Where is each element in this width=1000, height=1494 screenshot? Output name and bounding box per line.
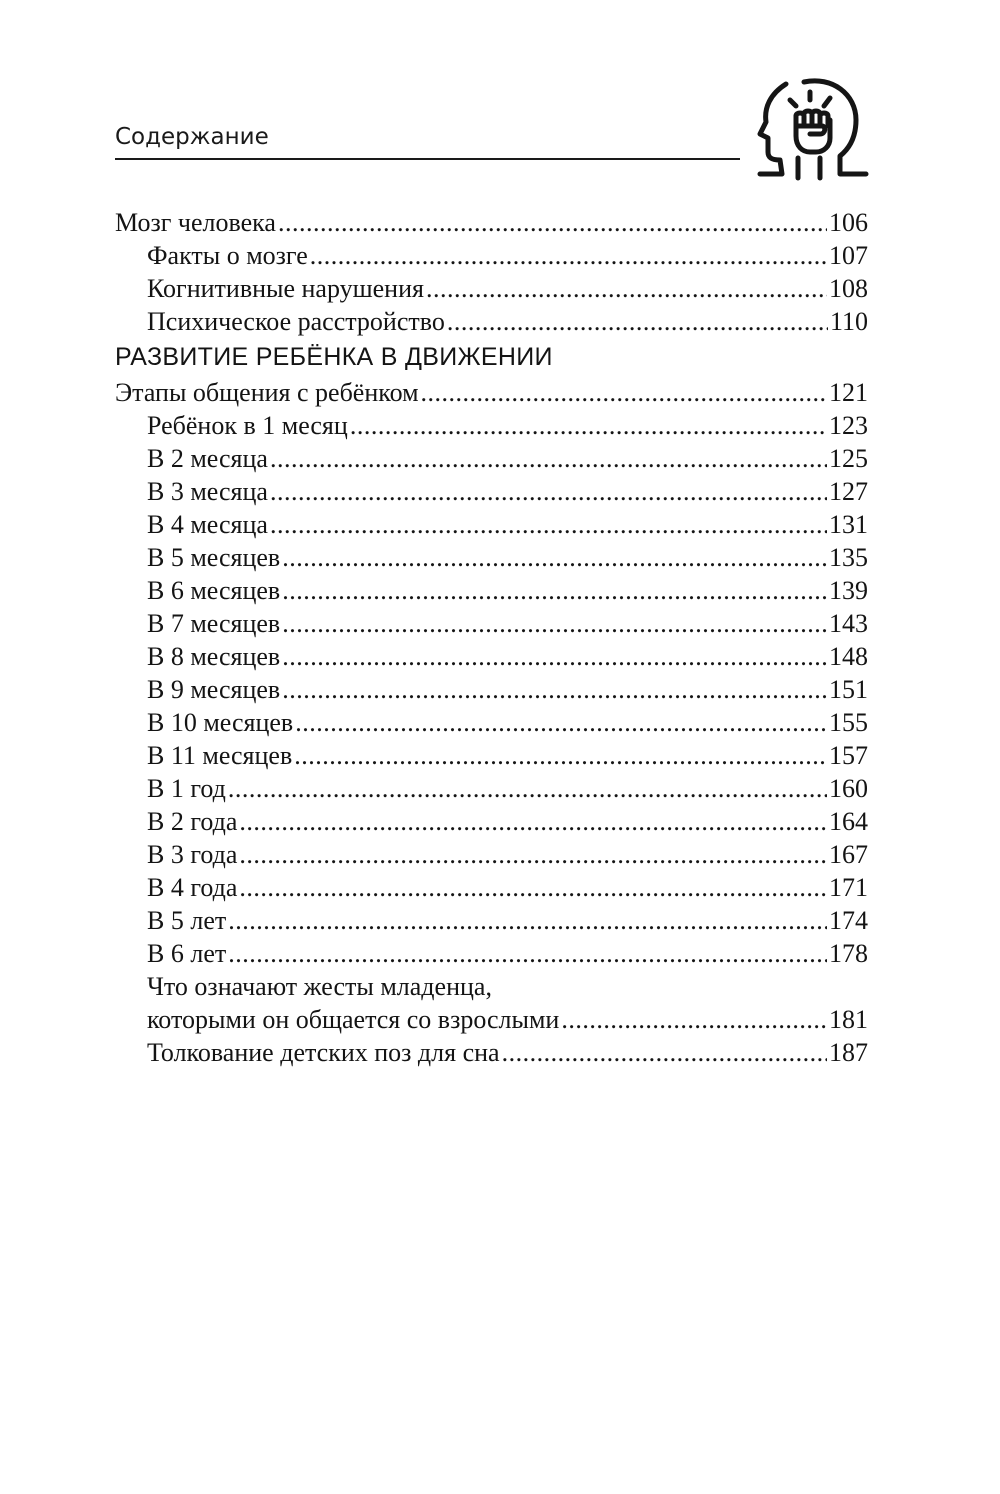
- toc-entry-page: 107: [829, 241, 868, 270]
- section-heading: РАЗВИТИЕ РЕБЁНКА В ДВИЖЕНИИ: [115, 343, 553, 371]
- dot-leader: [282, 574, 827, 607]
- toc-entry[interactable]: [115, 805, 868, 838]
- toc-entry[interactable]: [115, 409, 868, 442]
- toc-entry-title: В 11 месяцев: [147, 741, 293, 770]
- toc-entry-title: В 6 месяцев: [147, 576, 281, 605]
- dot-leader: [350, 409, 827, 442]
- toc-entry-title: В 8 месяцев: [147, 642, 281, 671]
- toc-entry-title: В 4 месяца: [147, 510, 268, 539]
- toc-entry-gestures-line1[interactable]: [115, 970, 868, 1003]
- toc-entry-page: 135: [829, 543, 868, 572]
- toc-entry[interactable]: [115, 541, 868, 574]
- head-with-fist-icon: [752, 74, 872, 186]
- toc-entry-title: которыми он общается со взрослыми: [147, 1005, 560, 1034]
- toc-entry-page: 121: [829, 378, 868, 407]
- toc-entry-page: 127: [829, 477, 868, 506]
- toc-entry-title: В 4 года: [147, 873, 238, 902]
- toc-entry-page: 167: [829, 840, 868, 869]
- dot-leader: [426, 272, 827, 305]
- toc-entry-page: 171: [829, 873, 868, 902]
- toc-entry[interactable]: [115, 739, 868, 772]
- toc-entry-title: Этапы общения с ребёнком: [115, 378, 419, 407]
- toc-entry-title: В 6 лет: [147, 939, 227, 968]
- toc-entry-page: 155: [829, 708, 868, 737]
- toc-entry-page: 125: [829, 444, 868, 473]
- toc-entry[interactable]: [115, 239, 868, 272]
- dot-leader: [295, 706, 827, 739]
- toc-entry-page: 148: [829, 642, 868, 671]
- toc-entry-title: Мозг человека: [115, 208, 276, 237]
- toc-entry-page: 174: [829, 906, 868, 935]
- toc-entry[interactable]: [115, 640, 868, 673]
- toc-entry[interactable]: [115, 574, 868, 607]
- toc-entry-title: В 3 года: [147, 840, 238, 869]
- toc-entry-page: 151: [829, 675, 868, 704]
- toc-entry-title: Что означают жесты младенца,: [147, 972, 492, 1001]
- toc-entry-title: В 7 месяцев: [147, 609, 281, 638]
- toc-entry[interactable]: [115, 772, 868, 805]
- toc-entry-title: Когнитивные нарушения: [147, 274, 424, 303]
- toc-entry-title: В 2 года: [147, 807, 238, 836]
- toc-entry[interactable]: [115, 607, 868, 640]
- toc-entry-title: В 5 месяцев: [147, 543, 281, 572]
- toc-entry[interactable]: [115, 937, 868, 970]
- toc-entry-page: 108: [829, 274, 868, 303]
- dot-leader: [239, 838, 827, 871]
- toc-entry-title: Ребёнок в 1 месяц: [147, 411, 348, 440]
- toc-entry-page: 157: [829, 741, 868, 770]
- dot-leader: [239, 805, 827, 838]
- toc-entry[interactable]: [115, 871, 868, 904]
- table-of-contents: [115, 206, 868, 1069]
- header-rule: [115, 158, 740, 160]
- dot-leader: [278, 206, 827, 239]
- toc-entry-page: 178: [829, 939, 868, 968]
- toc-entry[interactable]: [115, 904, 868, 937]
- dot-leader: [270, 508, 827, 541]
- dot-leader: [421, 376, 827, 409]
- toc-entry-page: 164: [829, 807, 868, 836]
- toc-entry-title: В 10 месяцев: [147, 708, 294, 737]
- dot-leader: [282, 541, 827, 574]
- toc-entry-title: В 5 лет: [147, 906, 227, 935]
- dot-leader: [228, 772, 827, 805]
- toc-entry[interactable]: [115, 838, 868, 871]
- toc-entry-page: 110: [829, 307, 868, 336]
- toc-entry-title: Толкование детских поз для сна: [147, 1038, 500, 1067]
- toc-entry-page: 187: [829, 1038, 868, 1067]
- toc-entry-page: 131: [829, 510, 868, 539]
- toc-entry-page: 160: [829, 774, 868, 803]
- dot-leader: [502, 1036, 827, 1069]
- toc-entry[interactable]: [115, 376, 868, 409]
- dot-leader: [310, 239, 827, 272]
- toc-entry[interactable]: [115, 206, 868, 239]
- toc-entry-page: 143: [829, 609, 868, 638]
- dot-leader: [239, 871, 827, 904]
- toc-entry[interactable]: [115, 272, 868, 305]
- toc-entry-title: Факты о мозге: [147, 241, 308, 270]
- dot-leader: [447, 305, 828, 338]
- dot-leader: [282, 640, 827, 673]
- dot-leader: [561, 1003, 827, 1036]
- toc-entry[interactable]: [115, 305, 868, 338]
- running-title: Содержание: [115, 124, 269, 150]
- toc-entry-title: В 3 месяца: [147, 477, 268, 506]
- toc-entry[interactable]: [115, 475, 868, 508]
- dot-leader: [294, 739, 827, 772]
- toc-entry-page: 106: [829, 208, 868, 237]
- toc-entry-gestures-line2[interactable]: [115, 1003, 868, 1036]
- toc-entry[interactable]: [115, 442, 868, 475]
- toc-entry-title: В 1 год: [147, 774, 226, 803]
- dot-leader: [228, 937, 827, 970]
- toc-entry-page: 123: [829, 411, 868, 440]
- toc-entry[interactable]: [115, 1036, 868, 1069]
- toc-entry-title: В 2 месяца: [147, 444, 268, 473]
- toc-entry-page: 181: [829, 1005, 868, 1034]
- dot-leader: [270, 475, 827, 508]
- toc-entry-title: Психическое расстройство: [147, 307, 445, 336]
- toc-entry-page: 139: [829, 576, 868, 605]
- dot-leader: [228, 904, 827, 937]
- toc-entry-title: В 9 месяцев: [147, 675, 281, 704]
- dot-leader: [270, 442, 827, 475]
- toc-entry[interactable]: [115, 706, 868, 739]
- toc-entry[interactable]: [115, 673, 868, 706]
- toc-entry[interactable]: [115, 508, 868, 541]
- dot-leader: [282, 607, 827, 640]
- dot-leader: [282, 673, 827, 706]
